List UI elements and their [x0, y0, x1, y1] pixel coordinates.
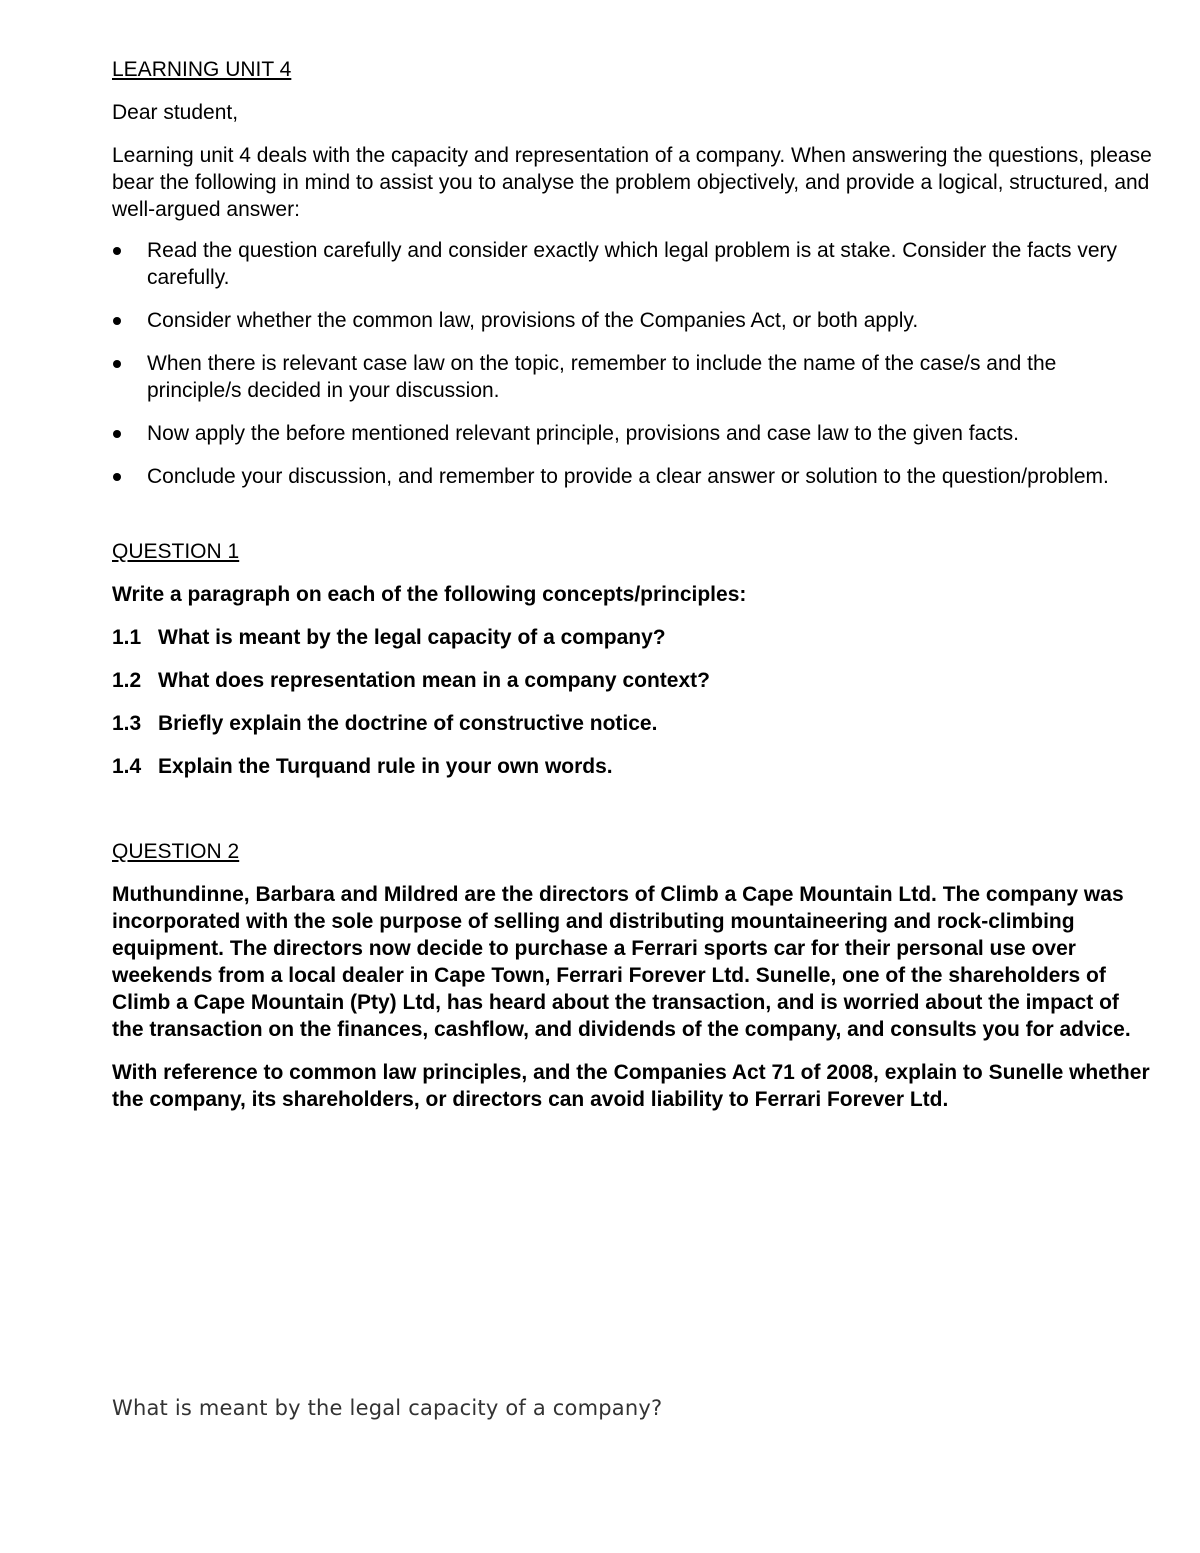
item-text: What is meant by the legal capacity of a company? [158, 626, 666, 649]
bullet-icon [113, 247, 121, 255]
item-text: What does representation mean in a company context? [158, 669, 710, 692]
bullet-icon [113, 430, 121, 438]
document-page [112, 56, 1152, 1113]
intro-paragraph: Learning unit 4 deals with the capacity and representation of a company. When answering the questions, please bear the following in mind to assist you to analyse the problem objectively, and provide a logical, structured, and well-argued answer: [112, 144, 1152, 221]
item-number: 1.4 [112, 755, 142, 778]
item-number: 1.3 [112, 712, 142, 735]
bullet-icon [113, 360, 121, 368]
item-text: Briefly explain the doctrine of constructive notice. [158, 712, 658, 735]
list-item-text: Read the question carefully and consider exactly which legal problem is at stake. Consider the facts very carefully. [147, 239, 1117, 289]
list-item-text: Now apply the before mentioned relevant principle, provisions and case law to the given facts. [147, 422, 1019, 445]
list-item-text: When there is relevant case law on the topic, remember to include the name of the case/s and the principle/s decided in your discussion. [147, 352, 1057, 402]
question-2-scenario: Muthundinne, Barbara and Mildred are the directors of Climb a Cape Mountain Ltd. The company was incorporated with the sole purpose of selling and distributing mountaineering and rock-climbing equipment. The directors now decide to purchase a Ferrari sports car for their personal use over weekends from a local dealer in Cape Town, Ferrari Forever Ltd. Sunelle, one of the shareholders of Climb a Cape Mountain (Pty) Ltd, has heard about the transaction, and is worried about the impact of the transaction on the finances, cashflow, and dividends of the company, and consults you for advice. [112, 883, 1131, 1041]
item-number: 1.1 [112, 626, 142, 649]
list-item [112, 307, 1152, 334]
item-text: Explain the Turquand rule in your own words. [158, 755, 613, 778]
question-2-task: With reference to common law principles, and the Companies Act 71 of 2008, explain to Sunelle whether the company, its shareholders, or directors can avoid liability to Ferrari Forever Ltd. [112, 1061, 1150, 1111]
bullet-icon [113, 473, 121, 481]
question-1-instruction: Write a paragraph on each of the following concepts/principles: [112, 583, 747, 606]
document-title: LEARNING UNIT 4 [112, 58, 292, 81]
question-2-heading: QUESTION 2 [112, 840, 240, 863]
bullet-icon [113, 317, 121, 325]
list-item-text: Consider whether the common law, provisions of the Companies Act, or both apply. [147, 309, 919, 332]
greeting: Dear student, [112, 101, 239, 124]
list-item-text: Conclude your discussion, and remember to provide a clear answer or solution to the question/problem. [147, 465, 1109, 488]
item-number: 1.2 [112, 669, 142, 692]
question-1-item [112, 624, 1152, 651]
list-item [112, 463, 1152, 490]
question-1-item [112, 667, 1152, 694]
list-item [112, 420, 1152, 447]
footer-question: What is meant by the legal capacity of a company? [112, 1396, 663, 1420]
guidance-list [112, 237, 1152, 490]
list-item [112, 350, 1152, 404]
question-1-item [112, 710, 1152, 737]
question-1-heading: QUESTION 1 [112, 540, 240, 563]
list-item [112, 237, 1152, 291]
question-1-item [112, 753, 1152, 780]
